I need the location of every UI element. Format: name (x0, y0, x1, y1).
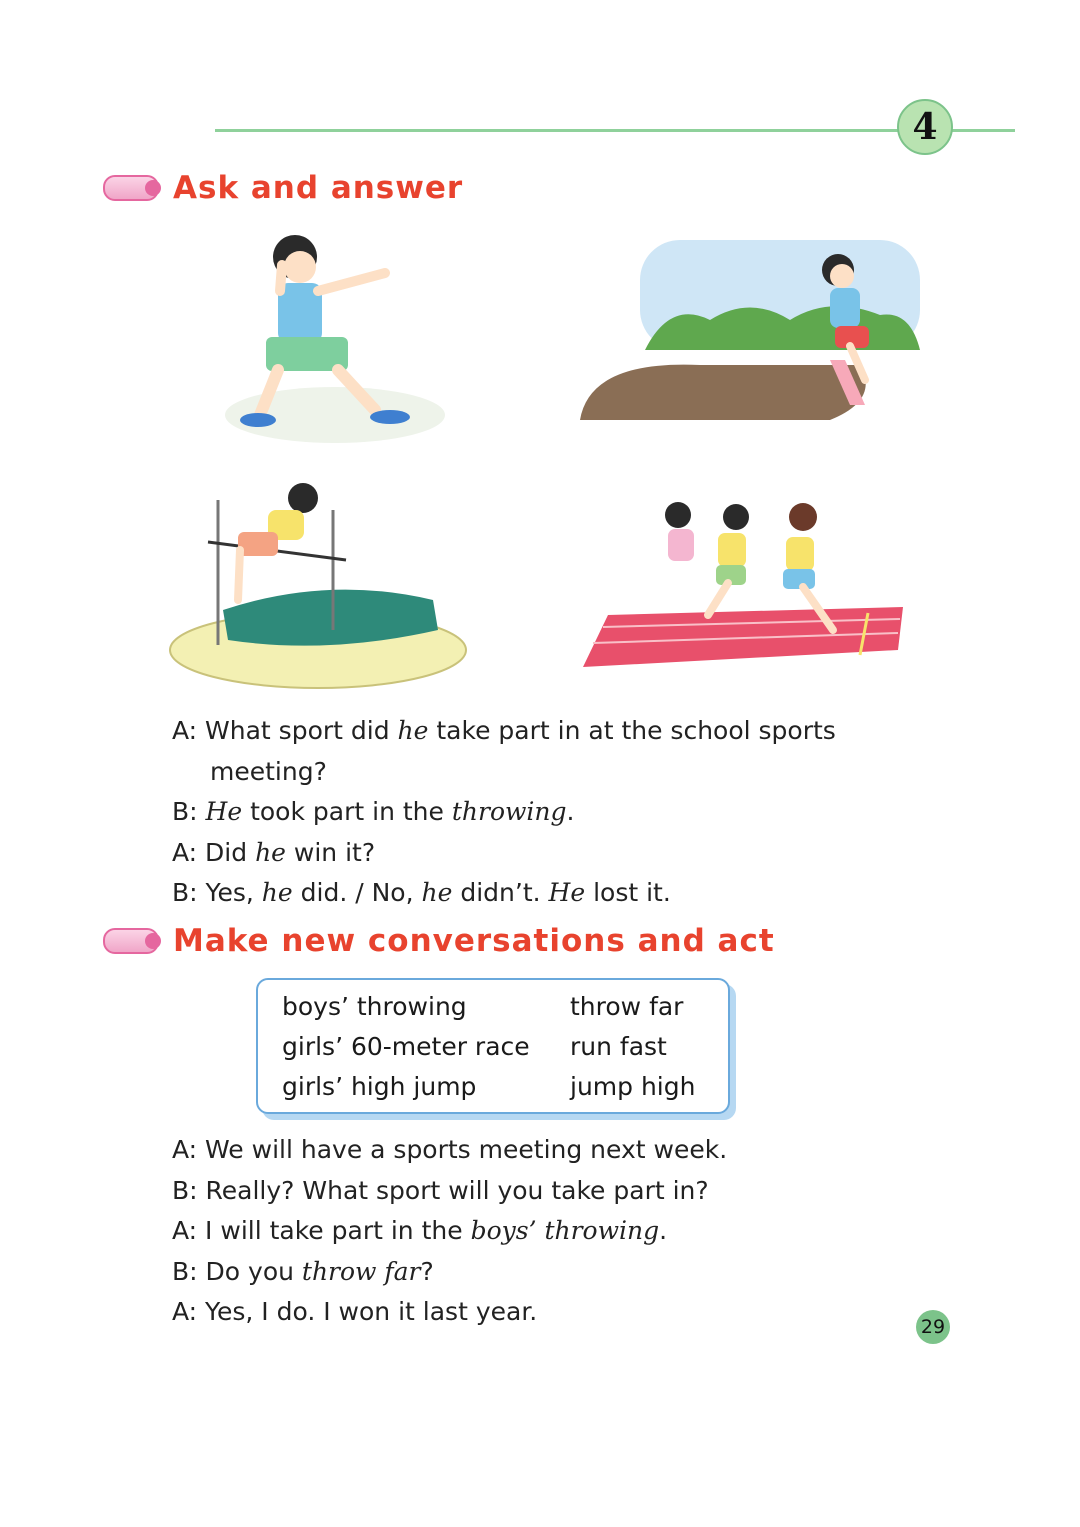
event-cell: boys’ throwing (282, 991, 467, 1021)
header-rule (215, 129, 1015, 132)
dialog-line: B: Yes, he did. / No, he didn’t. He lost it. (172, 878, 671, 907)
table-row (282, 986, 695, 1026)
substitution-box (256, 978, 730, 1114)
conversation-dialog (172, 1130, 727, 1333)
verb-cell: jump high (570, 1071, 696, 1101)
girl-long-jump-illustration (580, 240, 920, 430)
ask-dialog (172, 711, 836, 914)
event-cell: girls’ high jump (282, 1071, 477, 1101)
make-section-header (103, 923, 775, 959)
boy-throwing-illustration (220, 225, 450, 450)
unit-number-badge: 4 (897, 99, 953, 155)
verb-cell: throw far (570, 991, 684, 1021)
dialog-line: A: Did he win it? (172, 837, 376, 867)
dialog-line: A: I will take part in the boys’ throwing. (172, 1216, 668, 1245)
table-row (282, 1026, 695, 1066)
make-section-title: Make new conversations and act (173, 923, 775, 959)
dialog-line: B: Do you throw far? (172, 1256, 434, 1286)
boy-high-jump-illustration (168, 480, 483, 695)
cassette-icon (103, 175, 159, 201)
ask-section-title: Ask and answer (173, 170, 464, 206)
dialog-line: A: We will have a sports meeting next week. (172, 1135, 728, 1164)
table-row (282, 1066, 695, 1106)
dialog-line: B: Really? What sport will you take part in? (172, 1175, 709, 1205)
dialog-line: A: What sport did he take part in at the school sports (172, 716, 836, 745)
substitution-table (282, 986, 695, 1106)
ask-section-header (103, 170, 463, 206)
dialog-line: A: Yes, I do. I won it last year. (172, 1297, 538, 1326)
event-cell: girls’ 60-meter race (282, 1031, 530, 1061)
dialog-line: meeting? (210, 756, 327, 786)
dialog-line: B: He took part in the throwing. (172, 797, 575, 826)
verb-cell: run fast (570, 1031, 667, 1061)
page-number-badge: 29 (916, 1310, 950, 1344)
cassette-icon (103, 928, 159, 954)
girls-race-illustration (578, 495, 908, 675)
